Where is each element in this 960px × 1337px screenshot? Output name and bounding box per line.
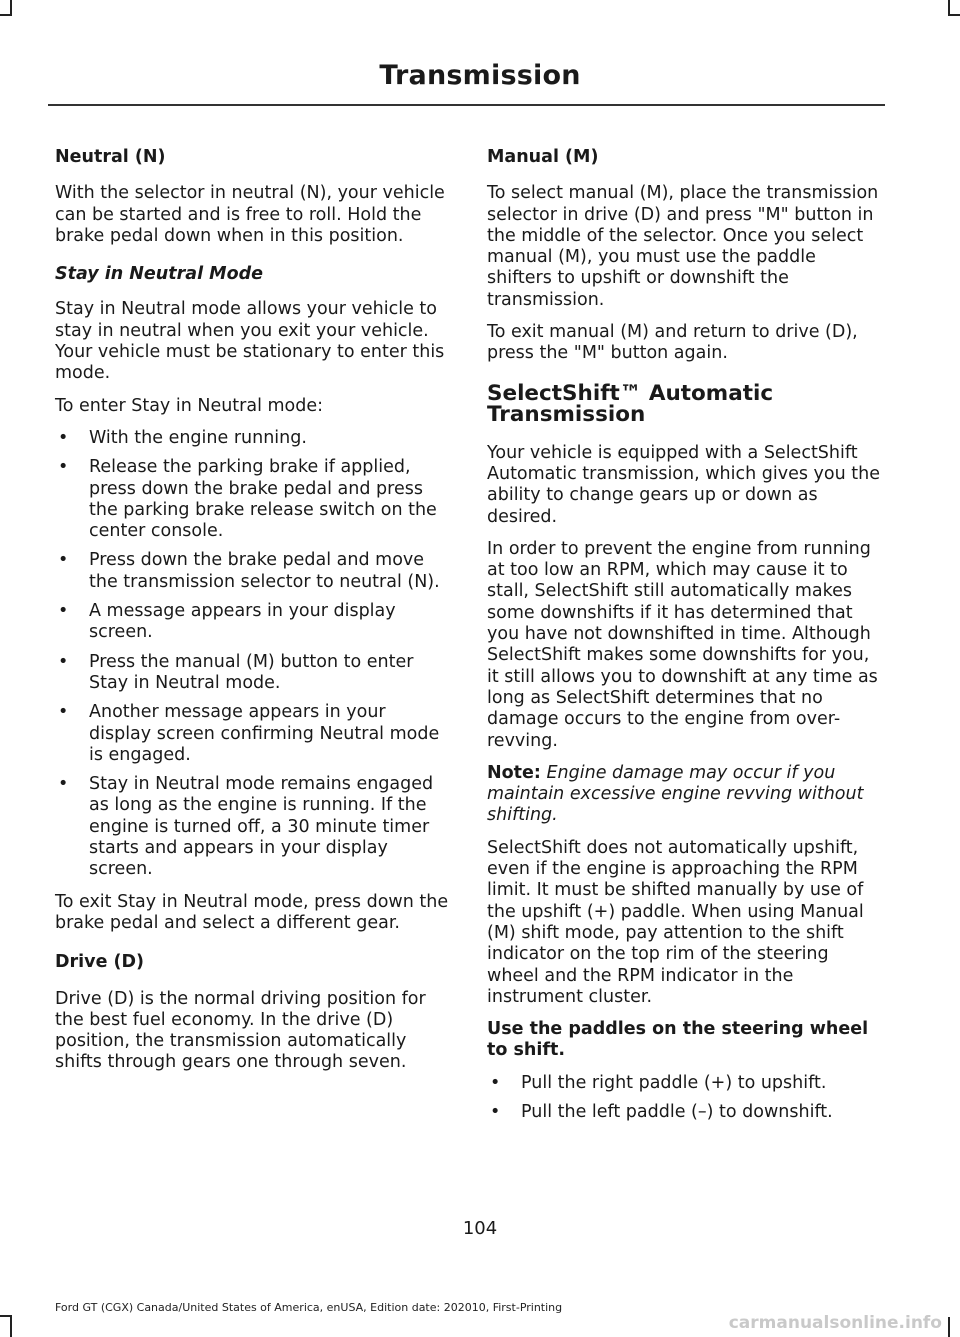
crop-mark: [0, 1315, 12, 1317]
note-label: Note:: [487, 762, 541, 783]
list-item: • With the engine running.: [55, 428, 449, 449]
manual-exit-paragraph: To exit manual (M) and return to drive (D), press the "M" button again.: [487, 322, 858, 364]
right-column: [487, 147, 881, 1134]
crop-mark: [948, 14, 960, 16]
crop-mark: [10, 1317, 12, 1337]
stay-in-neutral-paragraph: Stay in Neutral mode allows your vehicle to stay in neutral when you exit your vehicle. Your vehicle must be stationary to enter this mode.: [55, 299, 445, 384]
selectshift-paragraph-2: In order to prevent the engine from running at too low an RPM, which may cause it to stall, SelectShift still automatically makes some downshifts if it has determined that you have not downshifted in time. Although SelectShift makes some downshifts for you, it still allows you to downshift at any time as long as SelectShift determines that no damage occurs to the engine from over-revving.: [487, 538, 878, 751]
enter-intro: To enter Stay in Neutral mode:: [55, 395, 324, 416]
neutral-heading: Neutral (N): [55, 147, 166, 167]
list-item: • Another message appears in your display screen confirming Neutral mode is engaged.: [55, 702, 449, 766]
stay-in-neutral-heading: Stay in Neutral Mode: [55, 264, 263, 285]
list-item: • Stay in Neutral mode remains engaged as long as the engine is running. If the engine is turned off, a 30 minute timer starts and appears in your display screen.: [55, 774, 449, 880]
note: [487, 763, 881, 827]
page-title: Transmission: [379, 60, 581, 91]
manual-heading: Manual (M): [487, 147, 599, 167]
list-item: • Pull the left paddle (–) to downshift.: [487, 1102, 881, 1123]
paddles-list: [487, 1073, 881, 1124]
list-item: • Press down the brake pedal and move the transmission selector to neutral (N).: [55, 550, 449, 593]
crop-mark: [948, 1317, 950, 1337]
exit-paragraph: To exit Stay in Neutral mode, press down the brake pedal and select a different gear.: [55, 891, 449, 933]
paddles-heading: Use the paddles on the steering wheel to shift.: [487, 1019, 869, 1061]
drive-paragraph: Drive (D) is the normal driving position for the best fuel economy. In the drive (D) position, the transmission automatically shifts through gears one through seven.: [55, 988, 426, 1073]
edition-footer: Ford GT (CGX) Canada/United States of America, enUSA, Edition date: 202010, First-Printing: [55, 1301, 563, 1314]
list-item: • Pull the right paddle (+) to upshift.: [487, 1073, 881, 1094]
left-column: [55, 147, 449, 1085]
selectshift-paragraph-1: Your vehicle is equipped with a SelectShift Automatic transmission, which gives you the ability to change gears up or down as desired.: [487, 442, 880, 527]
list-item: • A message appears in your display screen.: [55, 601, 449, 644]
drive-heading: Drive (D): [55, 952, 145, 973]
crop-mark: [10, 0, 12, 14]
manual-paragraph: To select manual (M), place the transmission selector in drive (D) and press "M" button in the middle of the selector. Once you select manual (M), you must use the paddle shifters to upshift or downshift the transmission.: [487, 183, 879, 310]
watermark: carmanualsonline.info: [728, 1313, 942, 1333]
selectshift-paragraph-3: SelectShift does not automatically upshift, even if the engine is approaching the RPM limit. It must be shifted manually by use of the upshift (+) paddle. When using Manual (M) shift mode, pay attention to the shift indicator on the top rim of the steering wheel and the RPM indicator in the instrument cluster.: [487, 837, 864, 1007]
list-item: • Release the parking brake if applied, press down the brake pedal and press the parking brake release switch on the center console.: [55, 457, 449, 542]
note-text: Engine damage may occur if you maintain excessive engine revving without shifting.: [487, 762, 864, 826]
page-number: 104: [462, 1218, 498, 1239]
crop-mark: [948, 0, 950, 14]
enter-steps-list: [55, 428, 449, 881]
crop-mark: [0, 14, 12, 16]
neutral-paragraph: With the selector in neutral (N), your vehicle can be started and is free to roll. Hold the brake pedal down when in this position.: [55, 183, 445, 246]
header-divider: [48, 104, 885, 106]
selectshift-heading: SelectShift™ Automatic Transmission: [487, 380, 774, 428]
list-item: • Press the manual (M) button to enter Stay in Neutral mode.: [55, 652, 449, 695]
